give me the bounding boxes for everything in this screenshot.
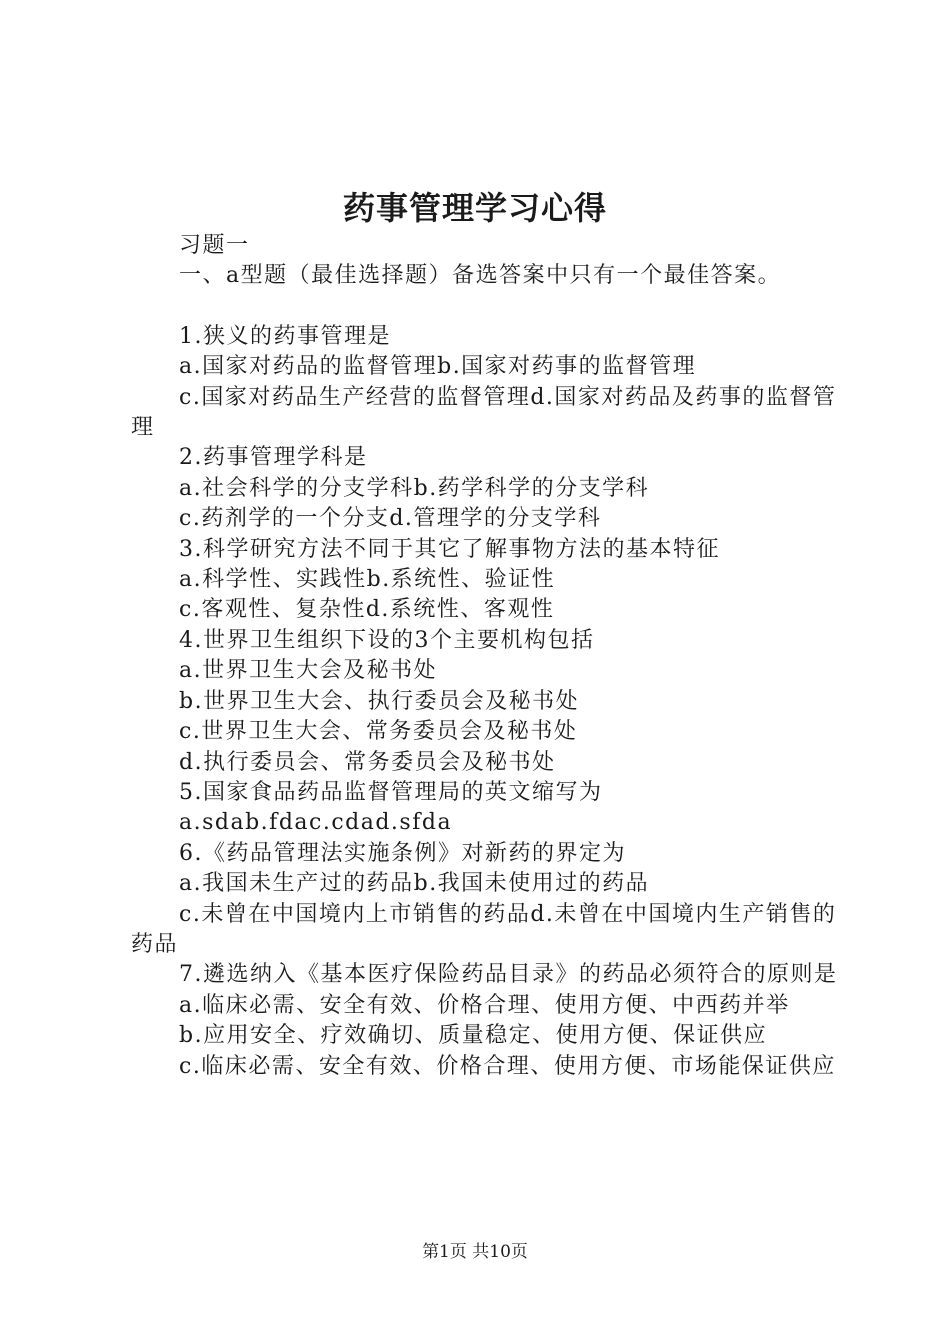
paragraph-3: a.国家对药品的监督管理b.国家对药事的监督管理 [179, 354, 697, 380]
paragraph-5: 2.药事管理学科是 [179, 445, 368, 471]
paragraph-18: 6.《药品管理法实施条例》对新药的界定为 [179, 840, 626, 866]
paragraph-1: 一、a型题（最佳选择题）备选答案中只有一个最佳答案。 [179, 263, 782, 289]
paragraph-16: 5.国家食品药品监督管理局的英文缩写为 [179, 779, 603, 805]
paragraph-12: a.世界卫生大会及秘书处 [179, 658, 438, 684]
paragraph-4: c.国家对药品生产经营的监督管理d.国家对药品及药事的监督管理 [131, 384, 837, 441]
paragraph-10: c.客观性、复杂性d.系统性、客观性 [179, 597, 555, 623]
paragraph-19: a.我国未生产过的药品b.我国未使用过的药品 [179, 871, 650, 897]
page-footer: 第1页 共10页 [422, 1242, 528, 1262]
paragraph-6: a.社会科学的分支学科b.药学科学的分支学科 [179, 475, 650, 501]
paragraph-24: c.临床必需、安全有效、价格合理、使用方便、市场能保证供应 [179, 1053, 836, 1079]
paragraph-22: a.临床必需、安全有效、价格合理、使用方便、中西药并举 [179, 992, 790, 1018]
paragraph-17: a.sdab.fdac.cdad.sfda [179, 810, 453, 836]
paragraph-13: b.世界卫生大会、执行委员会及秘书处 [179, 688, 580, 714]
paragraph-9: a.科学性、实践性b.系统性、验证性 [179, 567, 556, 593]
paragraph-0: 习题一 [179, 233, 250, 258]
paragraph-23: b.应用安全、疗效确切、质量稳定、使用方便、保证供应 [179, 1023, 768, 1049]
paragraph-21: 7.遴选纳入《基本医疗保险药品目录》的药品必须符合的原则是 [179, 962, 838, 988]
paragraph-8: 3.科学研究方法不同于其它了解事物方法的基本特征 [179, 536, 720, 562]
paragraph-7: c.药剂学的一个分支d.管理学的分支学科 [179, 506, 602, 532]
paragraph-11: 4.世界卫生组织下设的3个主要机构包括 [179, 627, 595, 653]
document-body [131, 231, 839, 1082]
paragraph-20: c.未曾在中国境内上市销售的药品d.未曾在中国境内生产销售的药品 [131, 901, 837, 957]
paragraph-14: c.世界卫生大会、常务委员会及秘书处 [179, 719, 578, 745]
paragraph-15: d.执行委员会、常务委员会及秘书处 [179, 749, 556, 775]
document-title: 药事管理学习心得 [342, 189, 607, 227]
paragraph-2: 1.狭义的药事管理是 [179, 323, 391, 349]
